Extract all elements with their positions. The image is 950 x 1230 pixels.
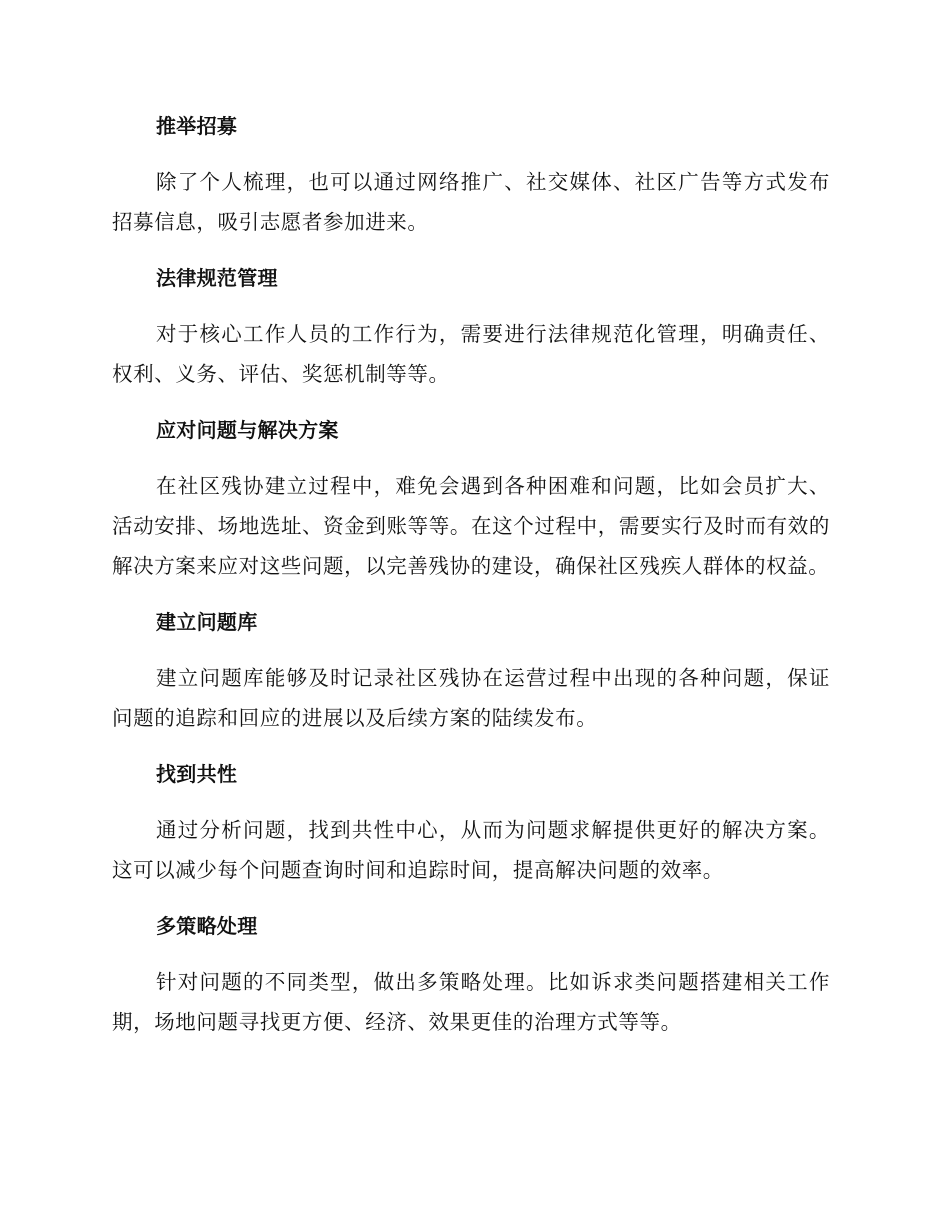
section-heading: 应对问题与解决方案 (156, 418, 339, 442)
section-paragraph: 针对问题的不同类型，做出多策略处理。比如诉求类问题搭建相关工作期，场地问题寻找更方便、经济、效果更佳的治理方式等等。 (112, 970, 830, 1034)
section-paragraph: 对于核心工作人员的工作行为，需要进行法律规范化管理，明确责任、权利、义务、评估、奖惩机制等等。 (112, 322, 830, 386)
section-recruitment (112, 109, 830, 242)
section-problems-solutions (112, 413, 830, 586)
section-paragraph: 除了个人梳理，也可以通过网络推广、社交媒体、社区广告等方式发布招募信息，吸引志愿者参加进来。 (112, 170, 830, 234)
section-issue-library (112, 605, 830, 738)
section-heading: 找到共性 (156, 762, 238, 786)
section-paragraph: 在社区残协建立过程中，难免会遇到各种困难和问题，比如会员扩大、活动安排、场地选址、资金到账等等。在这个过程中，需要实行及时而有效的解决方案来应对这些问题，以完善残协的建设，确保社区残疾人群体的权益。 (112, 474, 830, 578)
section-heading: 多策略处理 (156, 914, 258, 938)
section-paragraph: 通过分析问题，找到共性中心，从而为问题求解提供更好的解决方案。这可以减少每个问题查询时间和追踪时间，提高解决问题的效率。 (112, 818, 830, 882)
section-heading: 推举招募 (156, 114, 238, 138)
section-heading: 建立问题库 (156, 610, 258, 634)
section-legal-management (112, 261, 830, 394)
section-multi-strategy (112, 909, 830, 1042)
section-paragraph: 建立问题库能够及时记录社区残协在运营过程中出现的各种问题，保证问题的追踪和回应的进展以及后续方案的陆续发布。 (112, 666, 830, 730)
section-commonality (112, 757, 830, 890)
section-heading: 法律规范管理 (156, 266, 278, 290)
